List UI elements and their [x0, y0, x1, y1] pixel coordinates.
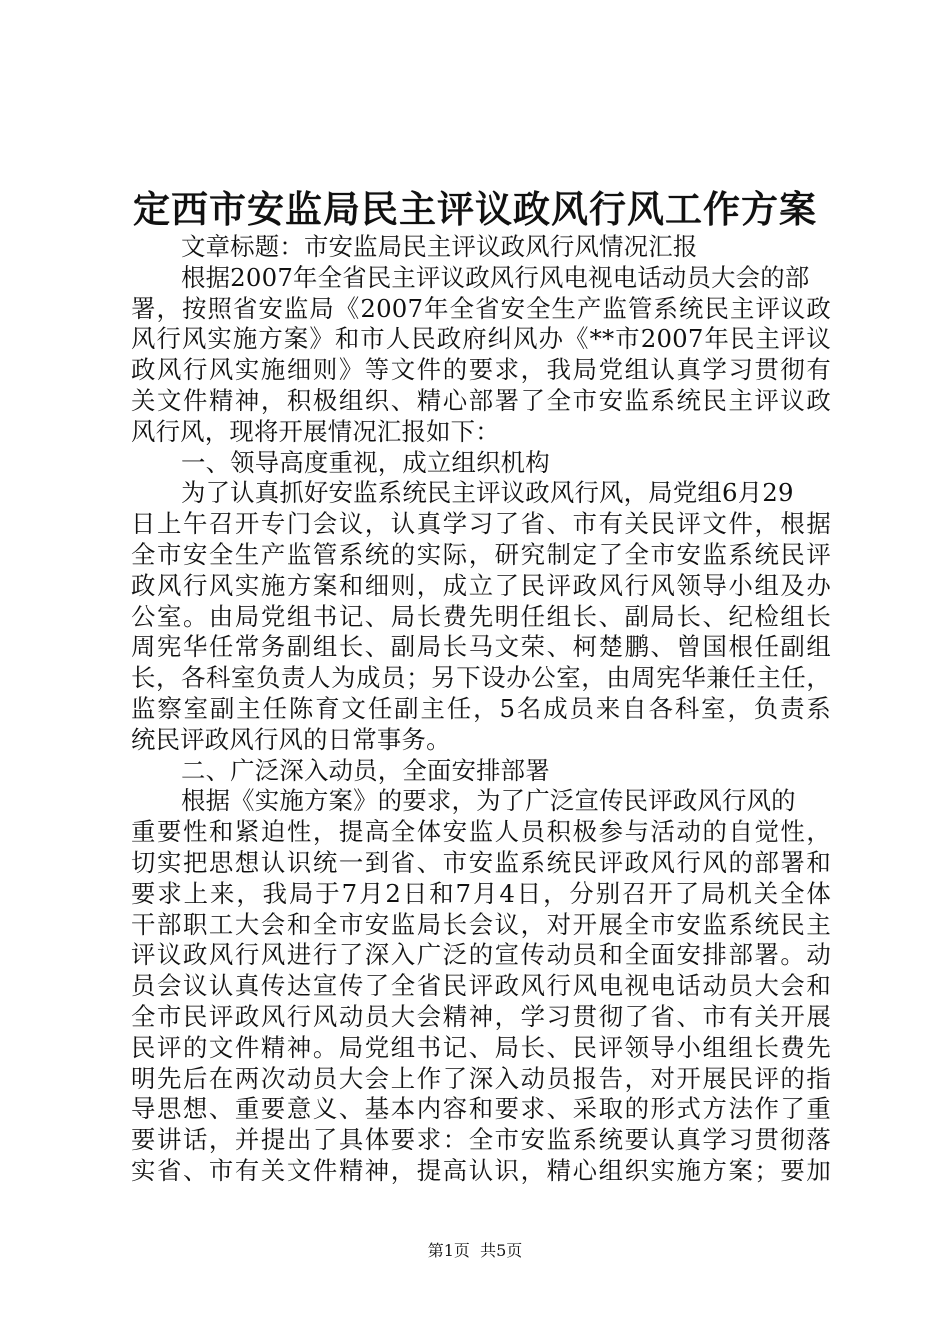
- text-line: 全市民评政风行风动员大会精神，学习贯彻了省、市有关开展: [131, 1001, 831, 1031]
- page-footer: [0, 1241, 950, 1261]
- text-line: 公室。由局党组书记、局长费先明任组长、副局长、纪检组长: [131, 601, 831, 631]
- text-line: 根据2007年全省民主评议政风行风电视电话动员大会的部: [181, 262, 810, 292]
- text-line: 统民评政风行风的日常事务。: [131, 724, 451, 754]
- text-line: 一、领导高度重视，成立组织机构: [181, 447, 550, 477]
- text-line: 监察室副主任陈育文任副主任，5名成员来自各科室，负责系: [131, 693, 831, 723]
- text-line: 日上午召开专门会议，认真学习了省、市有关民评文件，根据: [131, 509, 831, 539]
- text-line: 政风行风实施方案和细则，成立了民评政风行风领导小组及办: [131, 570, 831, 600]
- text-line: 政风行风实施细则》等文件的要求，我局党组认真学习贯彻有: [131, 355, 831, 385]
- text-line: 评议政风行风进行了深入广泛的宣传动员和全面安排部署。动: [131, 940, 831, 970]
- text-line: 关文件精神，积极组织、精心部署了全市安监系统民主评议政: [131, 385, 831, 415]
- text-line: 民评的文件精神。局党组书记、局长、民评领导小组组长费先: [131, 1032, 831, 1062]
- text-line: 风行风，现将开展情况汇报如下：: [131, 416, 500, 446]
- text-line: 根据《实施方案》的要求，为了广泛宣传民评政风行风的: [181, 786, 796, 816]
- text-line: 导思想、重要意义、基本内容和要求、采取的形式方法作了重: [131, 1094, 831, 1124]
- text-line: 二、广泛深入动员，全面安排部署: [181, 755, 550, 785]
- page-number: 第1页: [427, 1241, 470, 1260]
- text-line: 实省、市有关文件精神，提高认识，精心组织实施方案；要加: [131, 1155, 831, 1185]
- text-line: 长，各科室负责人为成员；另下设办公室，由周宪华兼任主任，: [131, 663, 831, 693]
- text-line: 风行风实施方案》和市人民政府纠风办《**市2007年民主评议: [131, 324, 831, 354]
- text-line: 重要性和紧迫性，提高全体安监人员积极参与活动的自觉性，: [131, 817, 831, 847]
- text-line: 为了认真抓好安监系统民主评议政风行风，局党组6月29: [181, 478, 794, 508]
- text-line: 周宪华任常务副组长、副局长马文荣、柯楚鹏、曾国根任副组: [131, 632, 831, 662]
- document-title: 定西市安监局民主评议政风行风工作方案: [133, 187, 817, 231]
- text-line: 员会议认真传达宣传了全省民评政风行风电视电话动员大会和: [131, 971, 831, 1001]
- text-line: 要讲话，并提出了具体要求：全市安监系统要认真学习贯彻落: [131, 1125, 831, 1155]
- document-body: [131, 232, 831, 1187]
- text-line: 要求上来，我局于7月2日和7月4日，分别召开了局机关全体: [131, 878, 831, 908]
- text-line: 干部职工大会和全市安监局长会议，对开展全市安监系统民主: [131, 909, 831, 939]
- page-total: 共5页: [480, 1241, 523, 1260]
- text-line: 署，按照省安监局《2007年全省安全生产监管系统民主评议政: [131, 293, 831, 323]
- text-line: 文章标题：市安监局民主评议政风行风情况汇报: [181, 232, 698, 261]
- text-line: 全市安全生产监管系统的实际，研究制定了全市安监系统民评: [131, 539, 831, 569]
- text-line: 切实把思想认识统一到省、市安监系统民评政风行风的部署和: [131, 847, 831, 877]
- text-line: 明先后在两次动员大会上作了深入动员报告，对开展民评的指: [131, 1063, 831, 1093]
